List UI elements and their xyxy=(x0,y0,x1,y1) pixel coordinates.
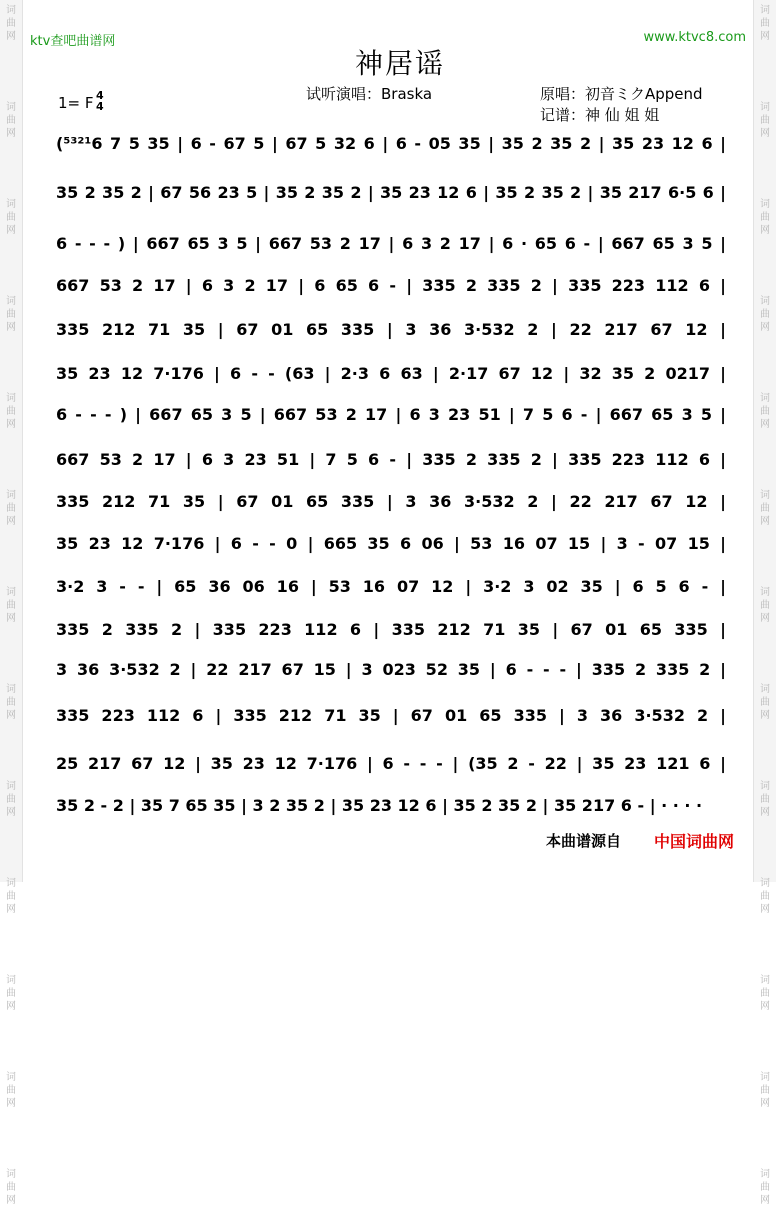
site-name-left[interactable]: ktv查吧曲谱网 xyxy=(30,34,116,49)
score-line: 25 217 67 12 | 35 23 12 7·176 | 6 - - - | (35 2 - 22 | 35 23 121 6 | xyxy=(56,754,726,773)
watermark-text: 词 曲 网 xyxy=(6,296,16,333)
watermark-text: 词 曲 网 xyxy=(760,393,770,430)
watermark-text: 词 曲 网 xyxy=(6,684,16,721)
watermark-text: 词 曲 网 xyxy=(760,199,770,236)
score-line: 3·2 3 - - | 65 36 06 16 | 53 16 07 12 | 3·2 3 02 35 | 6 5 6 - | xyxy=(56,577,726,596)
watermark-text: 词 曲 网 xyxy=(6,393,16,430)
score-line: 335 212 71 35 | 67 01 65 335 | 3 36 3·532 2 | 22 217 67 12 | xyxy=(56,320,726,339)
score-line: 35 2 - 2 | 35 7 65 35 | 3 2 35 2 | 35 23 12 6 | 35 2 35 2 | 35 217 6 - | · · · · xyxy=(56,796,703,815)
watermark-text: 词 曲 网 xyxy=(6,975,16,1012)
score-line: 35 23 12 7·176 | 6 - - 0 | 665 35 6 06 | 53 16 07 15 | 3 - 07 15 | xyxy=(56,534,726,553)
score-line: 335 2 335 2 | 335 223 112 6 | 335 212 71 35 | 67 01 65 335 | xyxy=(56,620,726,639)
watermark-text: 词 曲 网 xyxy=(6,5,16,42)
watermark-text: 词 曲 网 xyxy=(6,102,16,139)
watermark-text: 词 曲 网 xyxy=(6,1169,16,1206)
time-signature-top: 4 xyxy=(96,89,104,102)
score-line: 335 212 71 35 | 67 01 65 335 | 3 36 3·532 2 | 22 217 67 12 | xyxy=(56,492,726,511)
original-singer-label: 原唱：初音ミクAppend xyxy=(540,85,703,103)
score-line: 3 36 3·532 2 | 22 217 67 15 | 3 023 52 35 | 6 - - - | 335 2 335 2 | xyxy=(56,660,726,679)
watermark-text: 词 曲 网 xyxy=(760,296,770,333)
watermark-text: 词 曲 网 xyxy=(760,5,770,42)
watermark-text: 词 曲 网 xyxy=(6,587,16,624)
left-watermark-strip xyxy=(0,0,23,1206)
watermark-text: 词 曲 网 xyxy=(760,975,770,1012)
score-line: 35 2 35 2 | 67 56 23 5 | 35 2 35 2 | 35 23 12 6 | 35 2 35 2 | 35 217 6·5 6 | xyxy=(56,183,726,202)
watermark-text: 词 曲 网 xyxy=(760,878,770,915)
score-line: 6 - - - ) | 667 65 3 5 | 667 53 2 17 | 6 3 23 51 | 7 5 6 - | 667 65 3 5 | xyxy=(56,405,726,424)
watermark-text: 词 曲 网 xyxy=(6,490,16,527)
time-signature-bottom: 4 xyxy=(96,100,104,113)
song-title: 神居谣 xyxy=(354,47,445,80)
watermark-text: 词 曲 网 xyxy=(6,878,16,915)
watermark-text: 词 曲 网 xyxy=(6,1072,16,1109)
watermark-text: 词 曲 网 xyxy=(6,199,16,236)
transcriber-label: 记谱：神 仙 姐 姐 xyxy=(540,106,660,124)
time-signature xyxy=(96,90,104,112)
site-url-right[interactable]: www.ktvc8.com xyxy=(643,30,746,45)
score-line: 335 223 112 6 | 335 212 71 35 | 67 01 65 335 | 3 36 3·532 2 | xyxy=(56,706,726,725)
watermark-text: 词 曲 网 xyxy=(760,587,770,624)
score-line: (⁵³²¹6 7 5 35 | 6 - 67 5 | 67 5 32 6 | 6 - 05 35 | 35 2 35 2 | 35 23 12 6 | xyxy=(56,134,726,153)
right-watermark-strip xyxy=(753,0,776,1206)
score-line: 6 - - - ) | 667 65 3 5 | 667 53 2 17 | 6 3 2 17 | 6 · 65 6 - | 667 65 3 5 | xyxy=(56,234,726,253)
watermark-text: 词 曲 网 xyxy=(760,781,770,818)
watermark-text: 词 曲 网 xyxy=(6,781,16,818)
key-signature: 1= F xyxy=(58,94,94,112)
footer-brand-link[interactable]: 中国词曲网 xyxy=(654,832,735,851)
score-line: 667 53 2 17 | 6 3 2 17 | 6 65 6 - | 335 2 335 2 | 335 223 112 6 | xyxy=(56,276,726,295)
watermark-text: 词 曲 网 xyxy=(760,490,770,527)
watermark-text: 词 曲 网 xyxy=(760,1169,770,1206)
score-line: 35 23 12 7·176 | 6 - - (63 | 2·3 6 63 | 2·17 67 12 | 32 35 2 0217 | xyxy=(56,364,726,383)
score-line: 667 53 2 17 | 6 3 23 51 | 7 5 6 - | 335 2 335 2 | 335 223 112 6 | xyxy=(56,450,726,469)
watermark-text: 词 曲 网 xyxy=(760,684,770,721)
footer-source-label: 本曲谱源自 xyxy=(546,832,622,850)
watermark-text: 词 曲 网 xyxy=(760,1072,770,1109)
singer-label: 试听演唱：Braska xyxy=(306,85,433,103)
watermark-text: 词 曲 网 xyxy=(760,102,770,139)
